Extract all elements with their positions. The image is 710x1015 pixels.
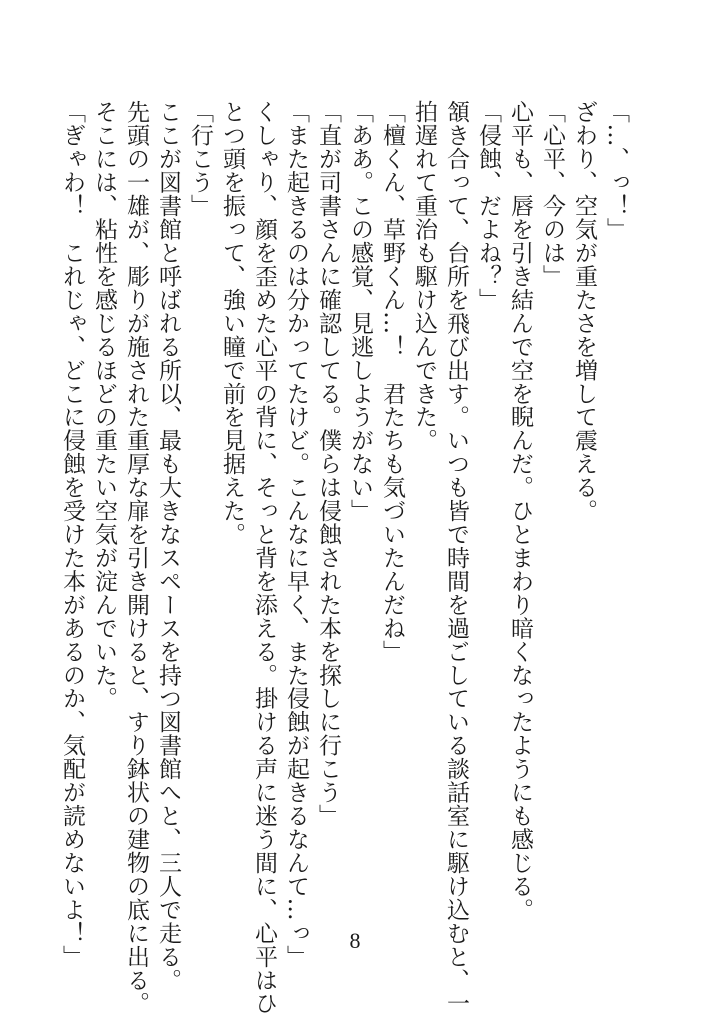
- text-line: 「侵蝕、だよね？」: [475, 100, 501, 312]
- text-line: 拍遅れて重治も駆け込んできた。: [411, 100, 437, 452]
- text-line: 「…、っ！」: [603, 100, 629, 241]
- vertical-text-block: [56, 100, 632, 1015]
- text-line: 「檀くん、草野くん…！ 君たちも気づいたんだね」: [379, 100, 405, 664]
- text-line: 「また起きるのは分かってたけど。こんなに早く、また侵蝕が起きるなんて…っ」: [283, 100, 309, 969]
- text-line: 心平も、唇を引き結んで空を睨んだ。ひとまわり暗くなったようにも感じる。: [507, 100, 533, 922]
- text-line: ここが図書館と呼ばれる所以、最も大きなスペースを持つ図書館へと、三人で走る。: [155, 100, 181, 992]
- text-line: 「行こう」: [187, 100, 213, 218]
- text-line: 「直が司書さんに確認してる。僕らは侵蝕された本を探しに行こう」: [315, 100, 341, 828]
- text-line: 先頭の一雄が、彫りが施された重厚な扉を引き開けると、すり鉢状の建物の底に出る。: [123, 100, 149, 1015]
- text-line: とつ頭を振って、強い瞳で前を見据えた。: [219, 100, 245, 546]
- text-line: 「心平、今のは」: [539, 100, 565, 288]
- text-line: くしゃり、顔を歪めた心平の背に、そっと背を添える。掛ける声に迷う間に、心平はひ: [251, 100, 277, 1015]
- text-line: そこには、粘性を感じるほどの重たい空気が淀んでいた。: [91, 100, 117, 710]
- text-line: 頷き合って、台所を飛び出す。いつも皆で時間を過ごしている談話室に駆け込むと、一: [443, 100, 469, 1015]
- page-number: 8: [349, 928, 361, 953]
- text-line: 「ああ。この感覚、見逃しようがない」: [347, 100, 373, 523]
- text-line: ざわり、空気が重たさを増して震える。: [571, 100, 597, 523]
- text-line: 「ぎゃわ！ これじゃ、どこに侵蝕を受けた本があるのか、気配が読めないよ！」: [59, 100, 85, 969]
